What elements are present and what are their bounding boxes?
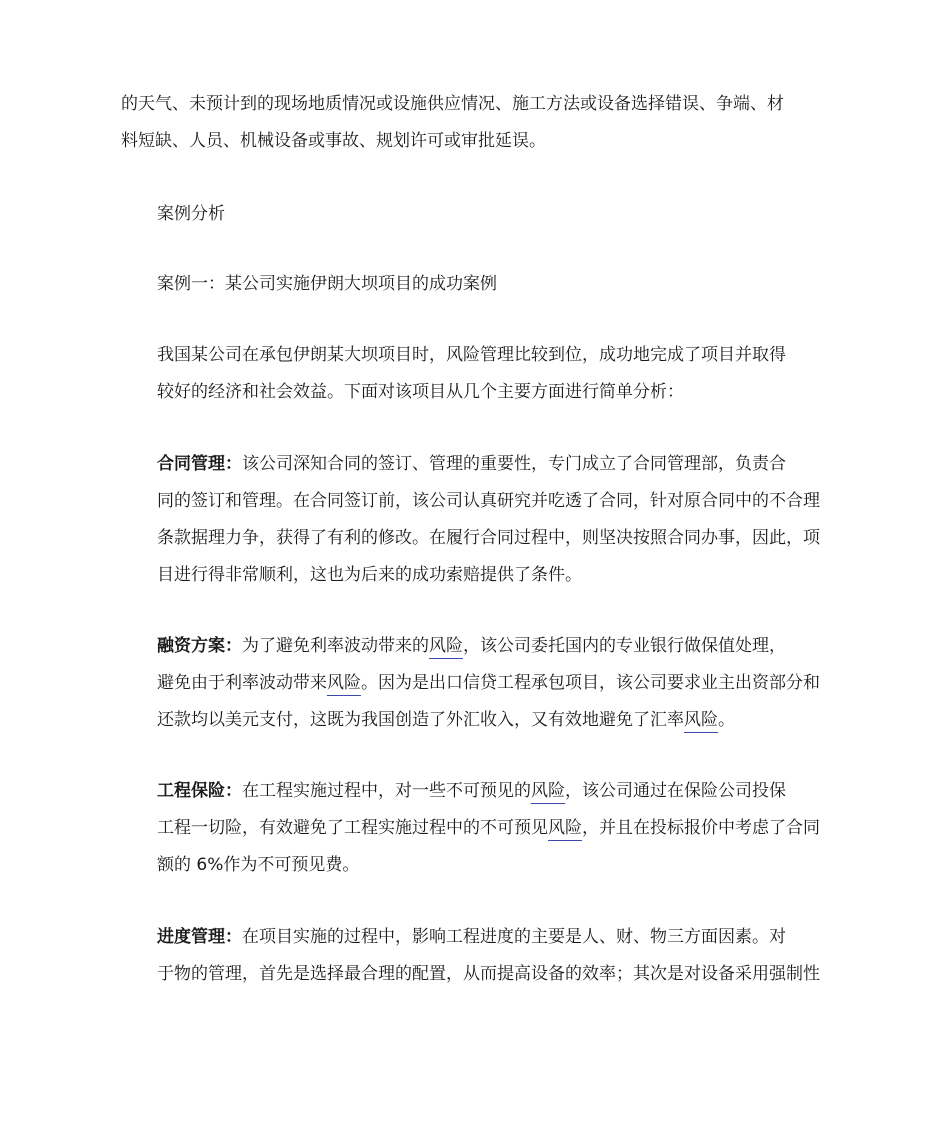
text-line: 额的 6%作为不可预见费。 bbox=[157, 855, 360, 875]
paragraph-lead: 合同管理： bbox=[157, 454, 242, 474]
case-title: 案例一：某公司实施伊朗大坝项目的成功案例 bbox=[157, 274, 497, 294]
text-line: 于物的管理，首先是选择最合理的配置，从而提高设备的效率；其次是对设备采用强制性 bbox=[157, 964, 820, 984]
text-run: 避免由于利率波动带来 bbox=[157, 673, 327, 693]
text-run: 在工程实施过程中，对一些不可预见的 bbox=[242, 781, 531, 801]
intro-paragraph bbox=[121, 337, 829, 411]
risk-link[interactable]: 风险 bbox=[429, 636, 463, 659]
text-run: ，并且在投标报价中考虑了合同 bbox=[582, 818, 820, 838]
text-run: ，该公司委托国内的专业银行做保值处理， bbox=[463, 636, 786, 656]
paragraph-lead: 进度管理： bbox=[157, 927, 242, 947]
section-heading: 案例分析 bbox=[157, 204, 225, 224]
text-run: 还款均以美元支付，这既为我国创造了外汇收入，又有效地避免了汇率 bbox=[157, 710, 684, 730]
text-run: 在项目实施的过程中，影响工程进度的主要是人、财、物三方面因素。对 bbox=[242, 927, 786, 947]
paragraph-lead: 融资方案： bbox=[157, 636, 242, 656]
text-line bbox=[121, 446, 829, 483]
text-line bbox=[121, 773, 829, 810]
financing-paragraph bbox=[121, 628, 829, 739]
text-line: 目进行得非常顺利，这也为后来的成功索赔提供了条件。 bbox=[157, 565, 582, 585]
risk-link[interactable]: 风险 bbox=[327, 673, 361, 696]
text-line: 条款据理力争，获得了有利的修改。在履行合同过程中，则坚决按照合同办事，因此，项 bbox=[157, 528, 820, 548]
text-line: 的天气、未预计到的现场地质情况或设施供应情况、施工方法或设备选择错误、争端、材 bbox=[121, 94, 784, 114]
text-line bbox=[121, 665, 829, 702]
text-line bbox=[121, 628, 829, 665]
text-run: ，该公司通过在保险公司投保 bbox=[565, 781, 786, 801]
text-run: 。因为是出口信贷工程承包项目，该公司要求业主出资部分和 bbox=[361, 673, 820, 693]
text-line: 较好的经济和社会效益。下面对该项目从几个主要方面进行简单分析： bbox=[157, 382, 684, 402]
text-line bbox=[121, 919, 829, 956]
text-line: 料短缺、人员、机械设备或事故、规划许可或审批延误。 bbox=[121, 131, 546, 151]
schedule-management-paragraph bbox=[121, 919, 829, 993]
text-run: 为了避免利率波动带来的 bbox=[242, 636, 429, 656]
risk-link[interactable]: 风险 bbox=[531, 781, 565, 804]
engineering-insurance-paragraph bbox=[121, 773, 829, 884]
text-line bbox=[121, 810, 829, 847]
contract-management-paragraph bbox=[121, 446, 829, 594]
risk-link[interactable]: 风险 bbox=[548, 818, 582, 841]
text-line: 我国某公司在承包伊朗某大坝项目时，风险管理比较到位，成功地完成了项目并取得 bbox=[157, 345, 786, 365]
text-run: 工程一切险，有效避免了工程实施过程中的不可预见 bbox=[157, 818, 548, 838]
risk-link[interactable]: 风险 bbox=[684, 710, 718, 733]
paragraph-continued bbox=[121, 86, 829, 160]
text-run: 。 bbox=[718, 710, 735, 730]
text-line: 同的签订和管理。在合同签订前，该公司认真研究并吃透了合同，针对原合同中的不合理 bbox=[157, 491, 820, 511]
paragraph-lead: 工程保险： bbox=[157, 781, 242, 801]
text-run: 该公司深知合同的签订、管理的重要性，专门成立了合同管理部，负责合 bbox=[242, 454, 786, 474]
text-line bbox=[121, 702, 829, 739]
